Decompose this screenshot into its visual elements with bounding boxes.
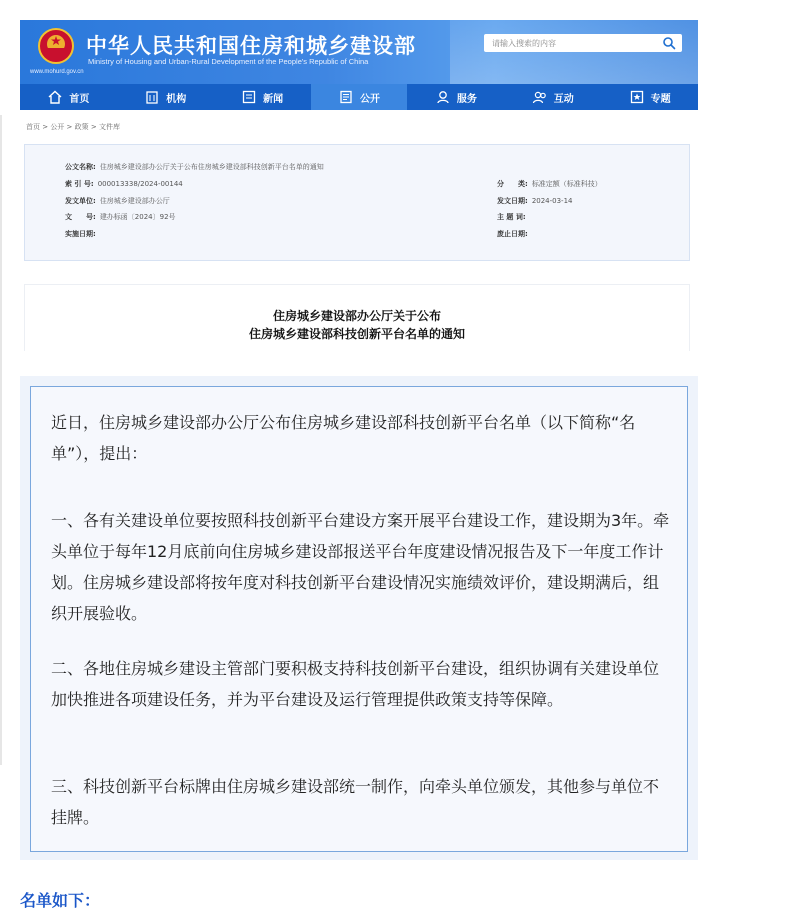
site-header bbox=[20, 20, 698, 110]
meta-category-row bbox=[497, 179, 602, 189]
meta-issuer-value: 住房城乡建设部办公厅 bbox=[99, 197, 170, 205]
nav-item-news[interactable] bbox=[214, 84, 311, 110]
site-url: www.mohurd.gov.cn bbox=[30, 69, 84, 75]
meta-repeal-label: 废止日期: bbox=[497, 230, 528, 238]
meta-category-value: 标准定额（标准科技） bbox=[531, 180, 602, 188]
nav-label: 新闻 bbox=[263, 93, 284, 105]
site-title[interactable]: 中华人民共和国住房和城乡建设部 bbox=[86, 34, 416, 58]
topic-icon bbox=[629, 89, 645, 105]
nav-item-interaction[interactable] bbox=[504, 84, 601, 110]
paragraph-item-2: 二、各地住房城乡建设主管部门要积极支持科技创新平台建设，组织协调有关建设单位加快推进各项建设任务，并为平台建设及运行管理提供政策支持等保障。 bbox=[51, 659, 660, 709]
home-icon bbox=[47, 89, 63, 105]
meta-title-row bbox=[65, 162, 324, 172]
content-panel bbox=[20, 376, 698, 860]
meta-docno-row bbox=[65, 212, 176, 222]
nav-label: 首页 bbox=[69, 93, 90, 105]
list-heading: 名单如下： bbox=[20, 891, 101, 910]
document-metadata bbox=[24, 144, 690, 261]
meta-index-value: 000013338/2024-00144 bbox=[97, 180, 183, 188]
meta-title-value: 住房城乡建设部办公厅关于公布住房城乡建设部科技创新平台名单的通知 bbox=[99, 163, 324, 171]
nav-label: 服务 bbox=[456, 93, 477, 105]
nav-item-public[interactable] bbox=[311, 84, 408, 110]
paragraph-item-1: 一、各有关建设单位要按照科技创新平台建设方案开展平台建设工作，建设期为3年。牵头单位于每年12月底前向住房城乡建设部报送平台年度建设情况报告及下一年度工作计划。住房城乡建设部将按年度对科技创新平台建设情况实施绩效评价，建设期满后，组织开展验收。 bbox=[51, 511, 670, 623]
service-icon bbox=[435, 89, 451, 105]
meta-subject-label: 主 题 词: bbox=[497, 213, 526, 221]
main-nav bbox=[20, 84, 698, 110]
site-subtitle: Ministry of Housing and Urban-Rural Development of the People's Republic of China bbox=[88, 57, 369, 66]
document-icon bbox=[338, 89, 354, 105]
national-emblem-icon bbox=[38, 28, 74, 64]
meta-date-row bbox=[497, 196, 573, 206]
building-icon bbox=[144, 89, 160, 105]
document-title-line1: 住房城乡建设部办公厅关于公布 bbox=[272, 309, 441, 323]
nav-label: 专题 bbox=[650, 93, 671, 105]
meta-date-label: 发文日期: bbox=[497, 197, 528, 205]
meta-issuer-label: 发文单位: bbox=[65, 197, 96, 205]
search-box bbox=[484, 34, 682, 52]
meta-date-value: 2024-03-14 bbox=[531, 197, 573, 205]
meta-docno-label: 文 号: bbox=[65, 213, 96, 221]
nav-label: 机构 bbox=[166, 93, 187, 105]
people-icon bbox=[532, 89, 548, 105]
search-input[interactable] bbox=[484, 34, 662, 52]
nav-label: 互动 bbox=[553, 93, 574, 105]
paragraph-intro: 近日，住房城乡建设部办公厅公布住房城乡建设部科技创新平台名单（以下简称“名单”），提出： bbox=[51, 413, 636, 463]
breadcrumb[interactable]: 首页 > 公开 > 政策 > 文件库 bbox=[26, 123, 120, 131]
news-icon bbox=[241, 89, 257, 105]
side-divider bbox=[0, 115, 2, 765]
nav-item-topic[interactable] bbox=[601, 84, 698, 110]
paragraph-item-3: 三、科技创新平台标牌由住房城乡建设部统一制作，向牵头单位颁发，其他参与单位不挂牌。 bbox=[51, 777, 660, 827]
nav-item-service[interactable] bbox=[407, 84, 504, 110]
document-title-line2: 住房城乡建设部科技创新平台名单的通知 bbox=[248, 327, 465, 341]
banner-photo bbox=[450, 20, 698, 84]
meta-category-label: 分 类: bbox=[497, 180, 528, 188]
meta-title-label: 公文名称: bbox=[65, 163, 96, 171]
meta-issuer-row bbox=[65, 196, 170, 206]
document-title-box bbox=[24, 284, 690, 351]
meta-subject-row bbox=[497, 212, 530, 222]
content-box bbox=[30, 386, 688, 852]
meta-repeal-row bbox=[497, 229, 532, 239]
meta-docno-value: 建办标函〔2024〕92号 bbox=[99, 213, 176, 221]
nav-item-home[interactable] bbox=[20, 84, 117, 110]
nav-item-institution[interactable] bbox=[117, 84, 214, 110]
meta-index-label: 索 引 号: bbox=[65, 180, 94, 188]
meta-effective-label: 实施日期: bbox=[65, 230, 96, 238]
meta-index-row bbox=[65, 179, 183, 189]
nav-label: 公开 bbox=[360, 93, 380, 105]
search-icon[interactable] bbox=[662, 36, 676, 50]
meta-effective-row bbox=[65, 229, 100, 239]
header-banner bbox=[20, 20, 698, 84]
